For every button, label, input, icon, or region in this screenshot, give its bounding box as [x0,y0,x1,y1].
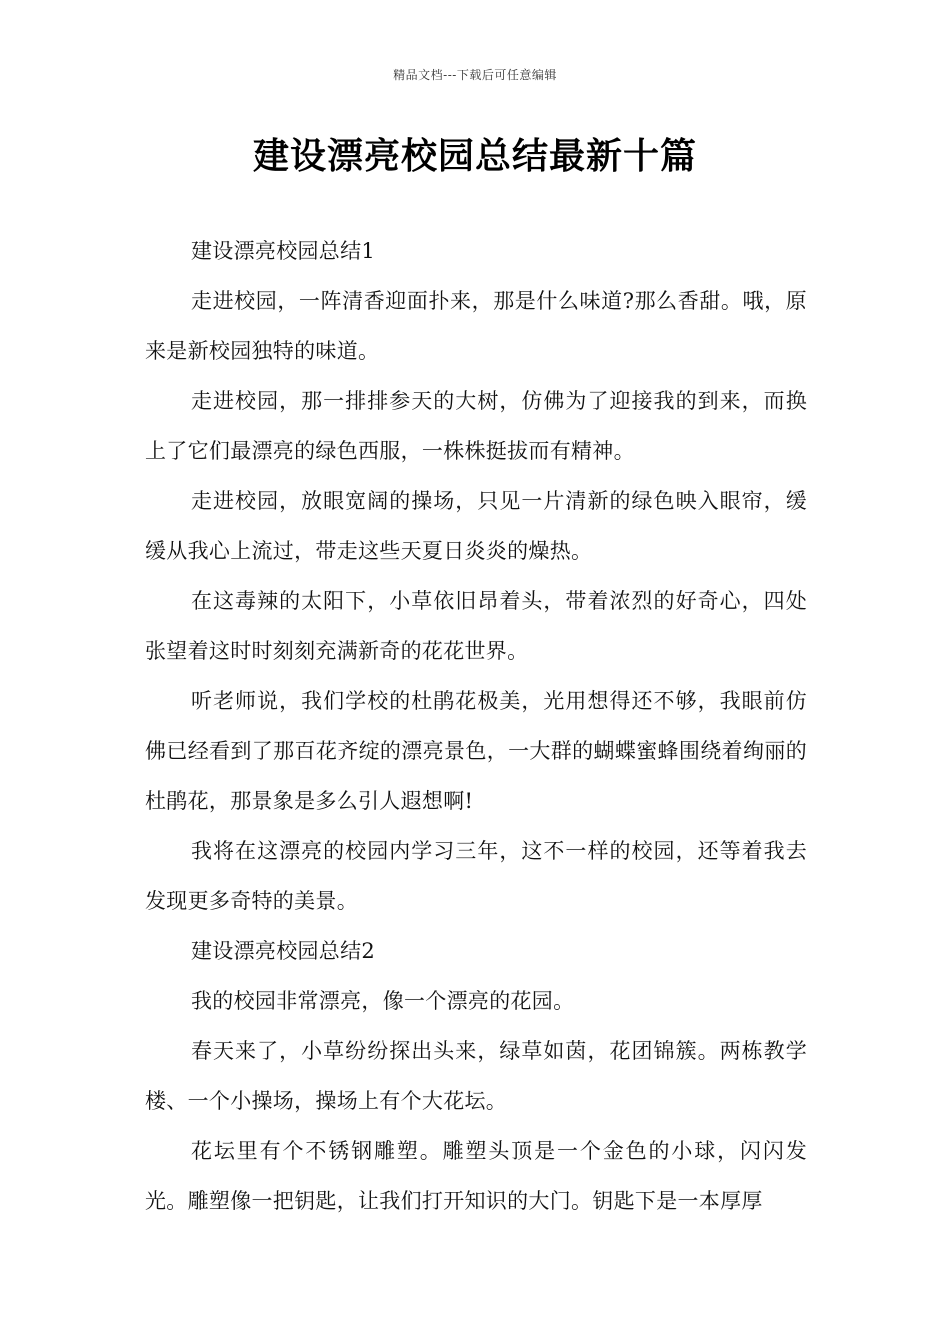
paragraph: 春天来了，小草纷纷探出头来，绿草如茵，花团锦簇。两栋教学楼、一个小操场，操场上有个大花坛。 [145,1039,807,1113]
paragraph: 走进校园，一阵清香迎面扑来，那是什么味道?那么香甜。哦，原来是新校园独特的味道。 [145,289,807,363]
paragraph: 走进校园，那一排排参天的大树，仿佛为了迎接我的到来，而换上了它们最漂亮的绿色西服，一株株挺拔而有精神。 [145,389,807,463]
paragraph: 我的校园非常漂亮，像一个漂亮的花园。 [191,989,575,1013]
section-heading: 建设漂亮校园总结1 [191,239,376,263]
paragraph: 在这毒辣的太阳下，小草依旧昂着头，带着浓烈的好奇心，四处张望着这时时刻刻充满新奇的花花世界。 [145,589,807,663]
paragraph: 花坛里有个不锈钢雕塑。雕塑头顶是一个金色的小球，闪闪发光。雕塑像一把钥匙，让我们打开知识的大门。钥匙下是一本厚厚 [145,1139,807,1213]
paragraph: 我将在这漂亮的校园内学习三年，这不一样的校园，还等着我去发现更多奇特的美景。 [145,839,807,913]
document-title: 建设漂亮校园总结最新十篇 [252,136,697,177]
header-note: 精品文档---下载后可任意编辑 [393,68,557,82]
paragraph: 听老师说，我们学校的杜鹃花极美，光用想得还不够，我眼前仿佛已经看到了那百花齐绽的漂亮景色，一大群的蝴蝶蜜蜂围绕着绚丽的杜鹃花，那景象是多么引人遐想啊! [145,689,807,813]
document-body [145,226,807,1226]
section-heading: 建设漂亮校园总结2 [191,939,376,963]
paragraph: 走进校园，放眼宽阔的操场，只见一片清新的绿色映入眼帘，缓缓从我心上流过，带走这些天夏日炎炎的燥热。 [145,489,807,563]
